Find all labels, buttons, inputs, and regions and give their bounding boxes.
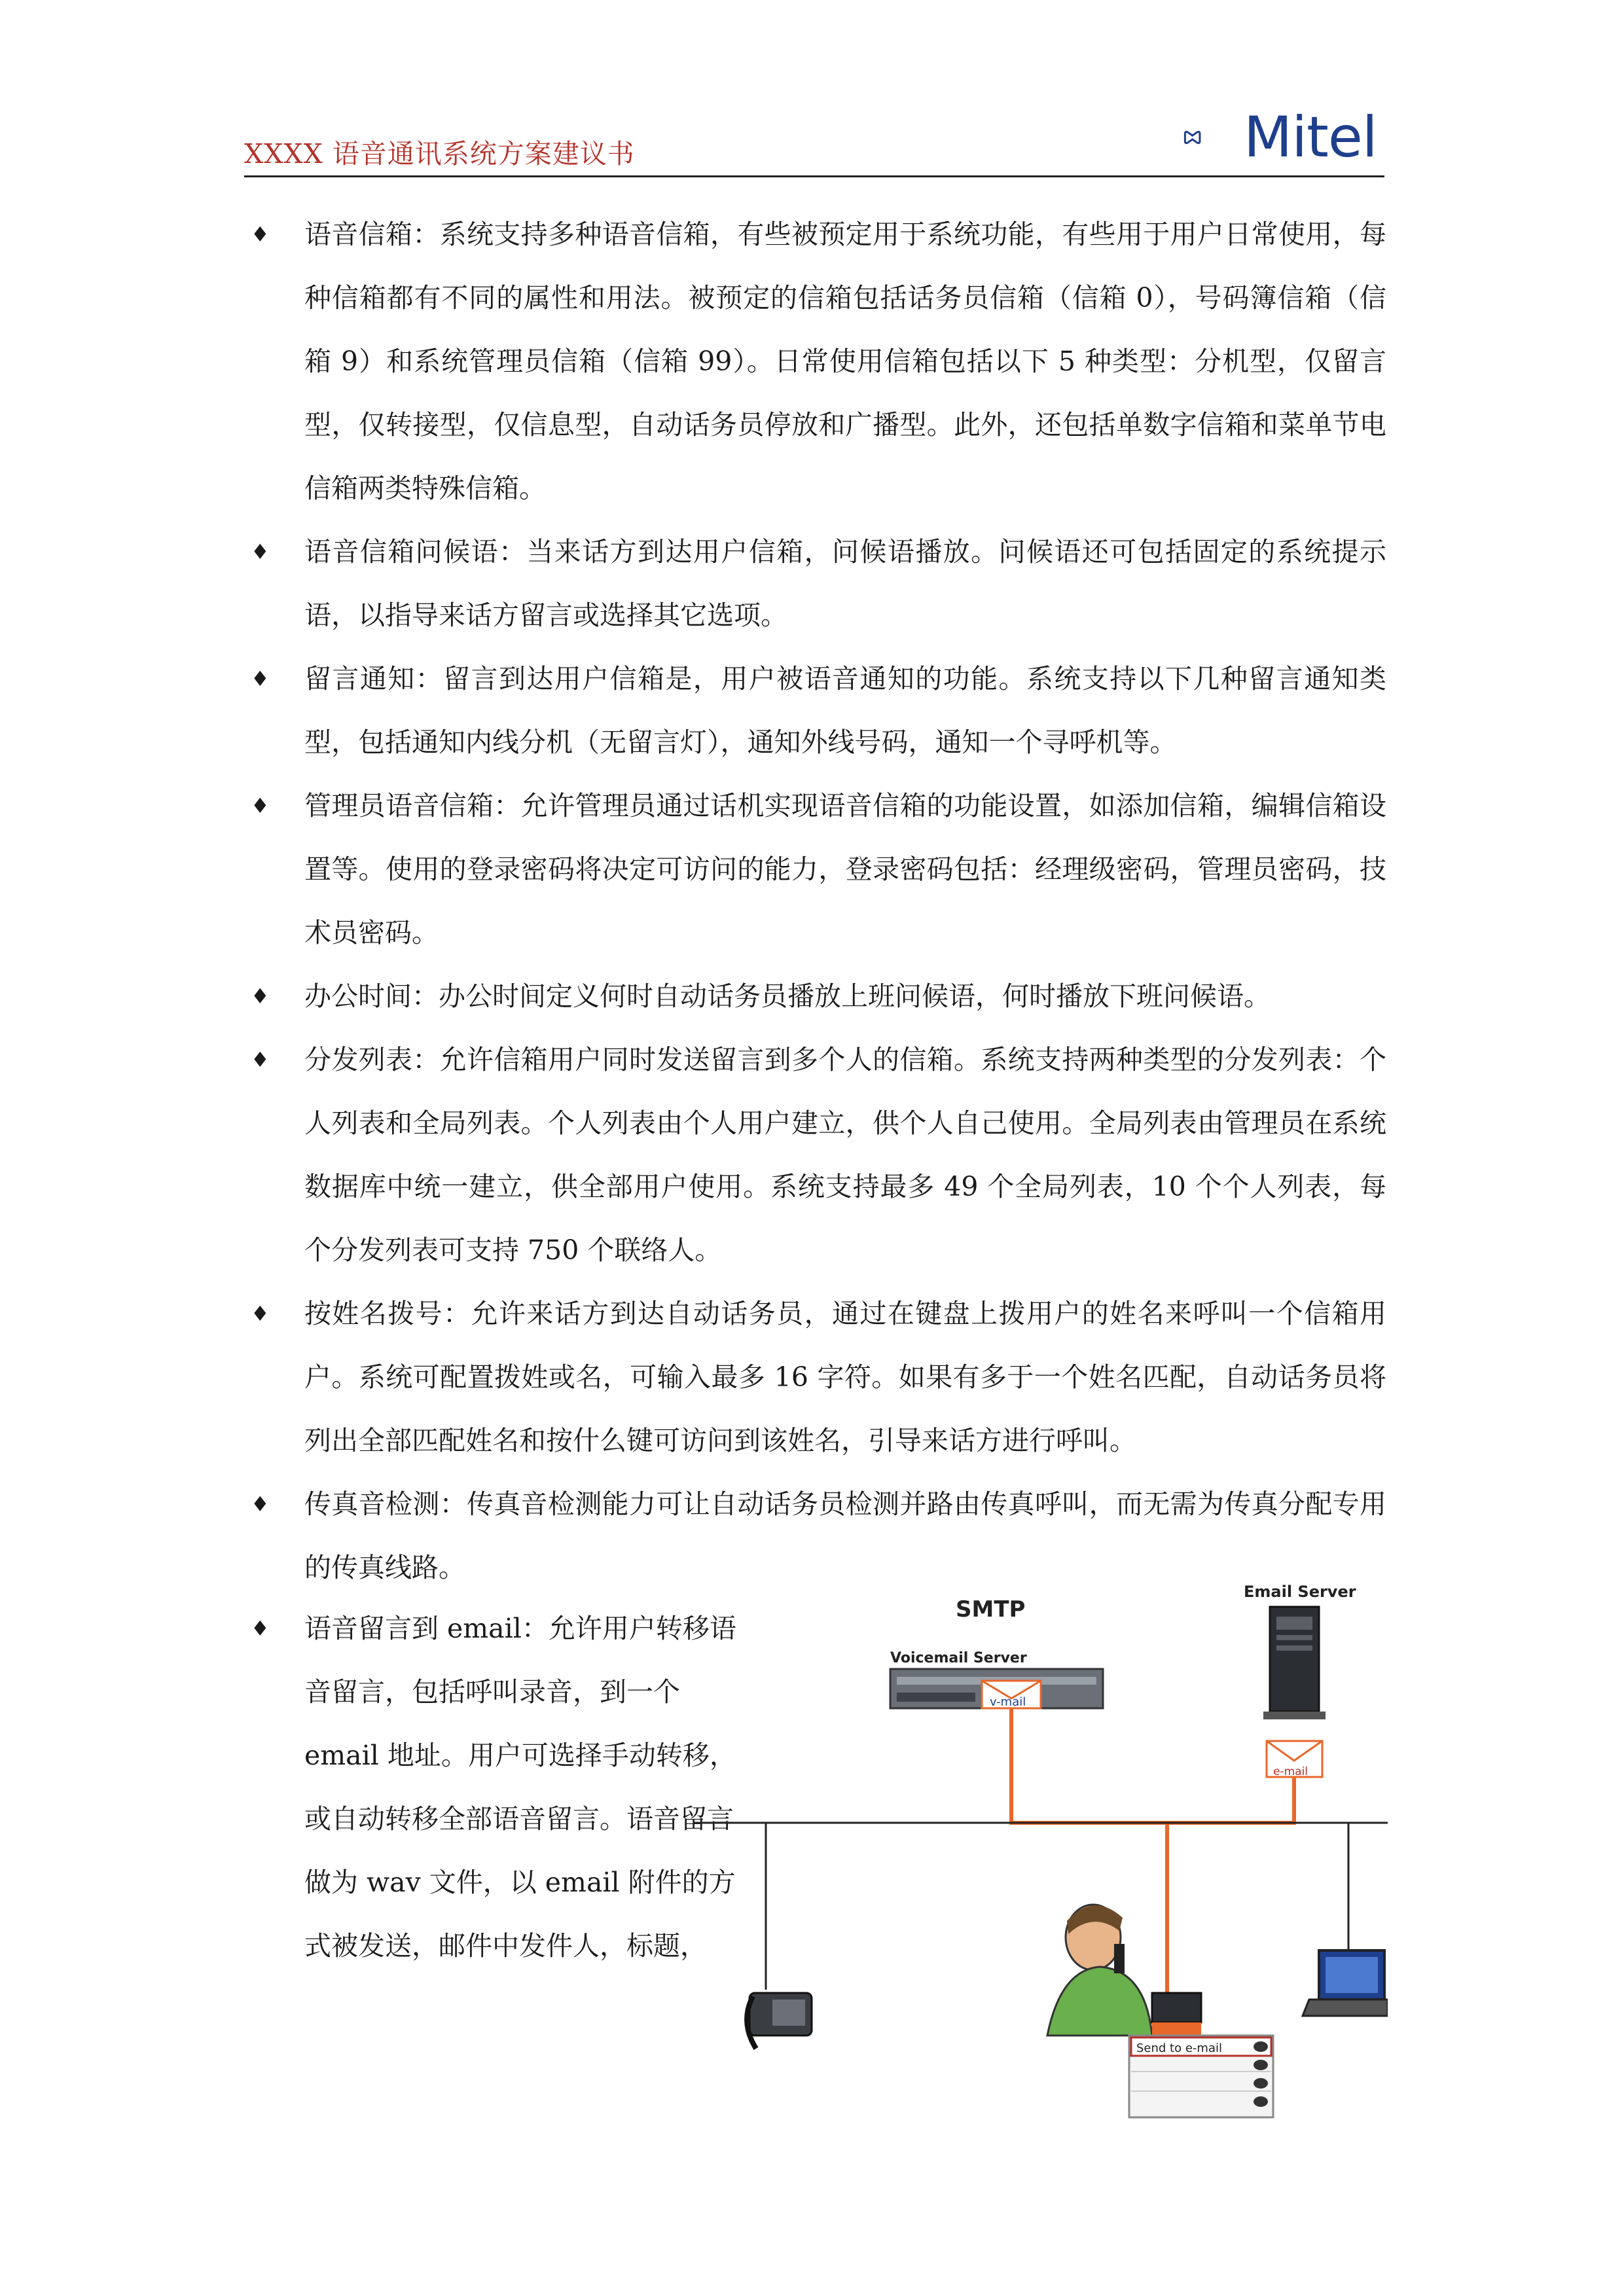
- bullet-icon: ♦: [251, 793, 270, 818]
- email-server-label: Email Server: [1244, 1583, 1356, 1601]
- header-divider: [244, 175, 1384, 177]
- item-text: 语音信箱：系统支持多种语音信箱，有些被预定用于系统功能，有些用于用户日常使用，每种信箱都有不同的属性和用法。被预定的信箱包括话务员信箱（信箱 0），号码簿信箱（信箱 9）和系统管理员信箱（信箱 99）。日常使用信箱包括以下 5 种类型：分机型，仅留言型，仅转接型，仅信息型，自动话务员停放和广播型。此外，还包括单数字信箱和菜单节电信箱两类特殊信箱。: [304, 219, 1386, 504]
- email-server-icon: [1244, 1583, 1356, 1778]
- bullet-icon: ♦: [251, 222, 270, 247]
- item-text: 办公时间：办公时间定义何时自动话务员播放上班问候语，何时播放下班问候语。: [304, 980, 1271, 1012]
- list-item: [244, 1028, 1386, 1282]
- voicemail-email-diagram: [694, 1564, 1388, 2121]
- item-text: 传真音检测：传真音检测能力可让自动话务员检测并路由传真呼叫，而无需为传真分配专用的传真线路。: [304, 1488, 1386, 1583]
- list-item: [244, 1282, 1386, 1473]
- list-item: [244, 774, 1386, 965]
- item-text: 分发列表：允许信箱用户同时发送留言到多个人的信箱。系统支持两种类型的分发列表：个人列表和全局列表。个人列表由个人用户建立，供个人自己使用。全局列表由管理员在系统数据库中统一建立，供全部用户使用。系统支持最多 49 个全局列表，10 个个人列表，每个分发列表可支持 750 个联络人。: [304, 1044, 1386, 1266]
- list-item: [244, 520, 1386, 647]
- vmail-label: v-mail: [990, 1695, 1026, 1709]
- item-text: 留言通知：留言到达用户信箱是，用户被语音通知的功能。系统支持以下几种留言通知类型，包括通知内线分机（无留言灯），通知外线号码，通知一个寻呼机等。: [304, 663, 1386, 758]
- bullet-icon: ♦: [251, 1047, 270, 1072]
- item-text: 语音留言到 email：允许用户转移语音留言，包括呼叫录音，到一个 email 地址。用户可选择手动转移，或自动转移全部语音留言。语音留言做为 wav 文件，以 email 附件的方式被发送，邮件中发件人，标题，: [304, 1613, 736, 1962]
- list-item: [244, 647, 1386, 774]
- voicemail-server-label: Voicemail Server: [890, 1650, 1027, 1666]
- laptop-icon: [1303, 1950, 1388, 2016]
- list-item: [244, 965, 1386, 1028]
- bullet-icon: ♦: [251, 1492, 270, 1516]
- bullet-icon: ♦: [251, 666, 270, 691]
- document-title: XXXX 语音通讯系统方案建议书: [244, 138, 635, 170]
- item-text: 管理员语音信箱：允许管理员通过话机实现语音信箱的功能设置，如添加信箱，编辑信箱设置等。使用的登录密码将决定可访问的能力，登录密码包括：经理级密码，管理员密码，技术员密码。: [304, 790, 1386, 948]
- person-on-phone-icon: [1047, 1905, 1152, 2036]
- phone-menu-panel: [1129, 2036, 1273, 2117]
- list-item: [244, 203, 1386, 520]
- list-item-email: [244, 1597, 749, 1978]
- desk-phone-icon: [747, 1993, 812, 2049]
- office-phone-icon: [1152, 1993, 1201, 2036]
- bullet-icon: ♦: [251, 1301, 270, 1326]
- logo-wordmark: Mitel: [1244, 105, 1377, 170]
- smtp-label: SMTP: [956, 1596, 1026, 1623]
- bullet-icon: ♦: [251, 1616, 270, 1641]
- send-to-email-label: Send to e-mail: [1136, 2041, 1222, 2055]
- item-text: 按姓名拨号：允许来话方到达自动话务员，通过在键盘上拨用户的姓名来呼叫一个信箱用户。系统可配置拨姓或名，可输入最多 16 字符。如果有多于一个姓名匹配，自动话务员将列出全部匹配姓名和按什么键可访问到该姓名，引导来话方进行呼叫。: [304, 1298, 1386, 1456]
- feature-list: [244, 203, 1386, 1600]
- bullet-icon: ♦: [251, 539, 270, 564]
- email-label: e-mail: [1273, 1765, 1308, 1778]
- bullet-icon: ♦: [251, 984, 270, 1009]
- item-text: 语音信箱问候语：当来话方到达用户信箱，问候语播放。问候语还可包括固定的系统提示语，以指导来话方留言或选择其它选项。: [304, 536, 1386, 631]
- voicemail-server-icon: [890, 1650, 1103, 1709]
- mitel-logo-icon: [1183, 105, 1244, 170]
